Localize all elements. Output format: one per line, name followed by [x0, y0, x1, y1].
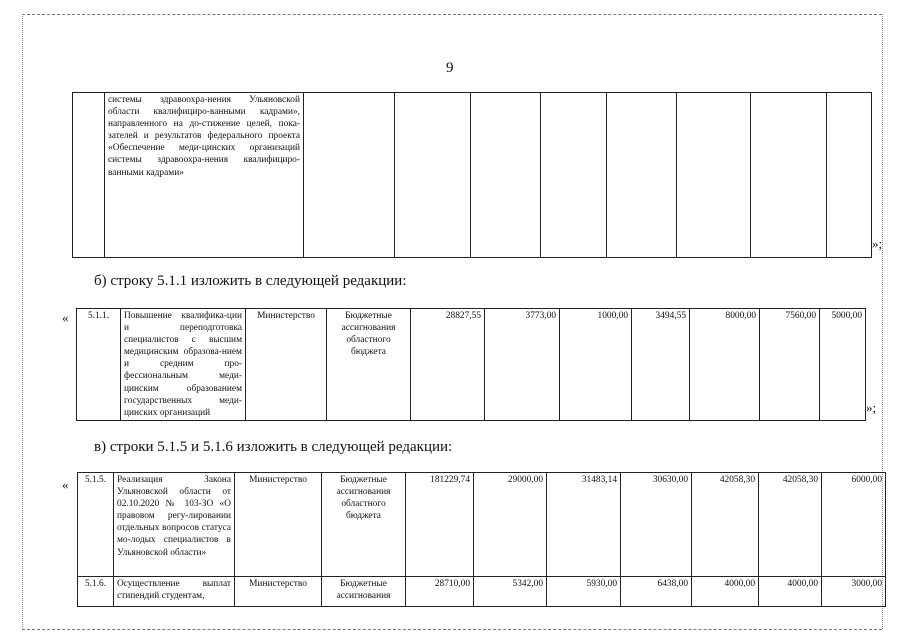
page-border-top [22, 14, 882, 16]
cell-value: 5930,00 [547, 577, 621, 607]
cell-executor: Министерство [246, 309, 327, 421]
table-rows-515-516 [77, 472, 886, 607]
table-continuation [72, 92, 872, 258]
cell-value: 5000,00 [820, 309, 866, 421]
cell-source: Бюджетные ассигнования [322, 577, 406, 607]
cell-value: 31483,14 [547, 473, 621, 577]
cell-source: Бюджетные ассигнования областного бюджета [322, 473, 406, 577]
cell-value: 5342,00 [474, 577, 547, 607]
cell-value: 7560,00 [760, 309, 820, 421]
cell-value: 4000,00 [692, 577, 759, 607]
cell-num: 5.1.1. [77, 309, 121, 421]
page-border-bottom [22, 629, 882, 631]
table-row [78, 473, 886, 577]
cell-empty [827, 93, 872, 258]
cell-empty [607, 93, 677, 258]
cell-value: 3000,00 [822, 577, 886, 607]
cell-value: 28827,55 [411, 309, 485, 421]
cell-value: 30630,00 [621, 473, 692, 577]
cell-value: 42058,30 [692, 473, 759, 577]
cell-empty [751, 93, 827, 258]
cell-value: 6438,00 [621, 577, 692, 607]
cell-name: Осуществление выплат стипендий студентам, [114, 577, 235, 607]
cell-empty [471, 93, 541, 258]
cell-value: 4000,00 [759, 577, 822, 607]
cell-value: 42058,30 [759, 473, 822, 577]
cell-empty [73, 93, 105, 258]
cell-name: Повышение квалифика-ции и переподготовка специалистов с высшим медицинским образова-нием и средним про-фессиональным меди-цинским образованием государственных меди-цинских организаций [121, 309, 246, 421]
opening-quote: « [62, 310, 69, 325]
closing-quote: »; [866, 400, 877, 415]
cell-value: 29000,00 [474, 473, 547, 577]
table-row [78, 577, 886, 607]
cell-num: 5.1.5. [78, 473, 114, 577]
cell-value: 1000,00 [560, 309, 632, 421]
cell-value: 8000,00 [690, 309, 760, 421]
cell-num: 5.1.6. [78, 577, 114, 607]
page-border-left [22, 14, 24, 629]
cell-value: 3773,00 [485, 309, 560, 421]
cell-name: Реализация Закона Ульяновской области от 02.10.2020 № 103-ЗО «О правовом регу-лировании отдельных вопросов статуса мо-лодых специалистов в Ульяновской области» [114, 473, 235, 577]
cell-empty [395, 93, 471, 258]
heading-b: б) строку 5.1.1 изложить в следующей редакции: [94, 273, 407, 289]
cell-executor: Министерство [235, 577, 322, 607]
cell-empty [541, 93, 607, 258]
opening-quote: « [62, 477, 69, 492]
cell-source: Бюджетные ассигнования областного бюджета [327, 309, 411, 421]
cell-empty [304, 93, 395, 258]
cell-name: системы здравоохра-нения Ульяновской области квалифициро-ванными кадрами», направленного на до-стижение целей, пока-зателей и результатов федерального проекта «Обеспечение меди-цинских организаций системы здравоохра-нения квалифициро-ванными кадрами» [105, 93, 304, 258]
cell-value: 6000,00 [822, 473, 886, 577]
closing-quote: »; [872, 236, 883, 251]
cell-empty [677, 93, 751, 258]
cell-value: 3494,55 [632, 309, 690, 421]
cell-value: 28710,00 [406, 577, 474, 607]
cell-executor: Министерство [235, 473, 322, 577]
cell-value: 181229,74 [406, 473, 474, 577]
page-number: 9 [446, 60, 454, 76]
heading-c: в) строки 5.1.5 и 5.1.6 изложить в следующей редакции: [94, 439, 453, 455]
table-row-511 [76, 308, 866, 421]
